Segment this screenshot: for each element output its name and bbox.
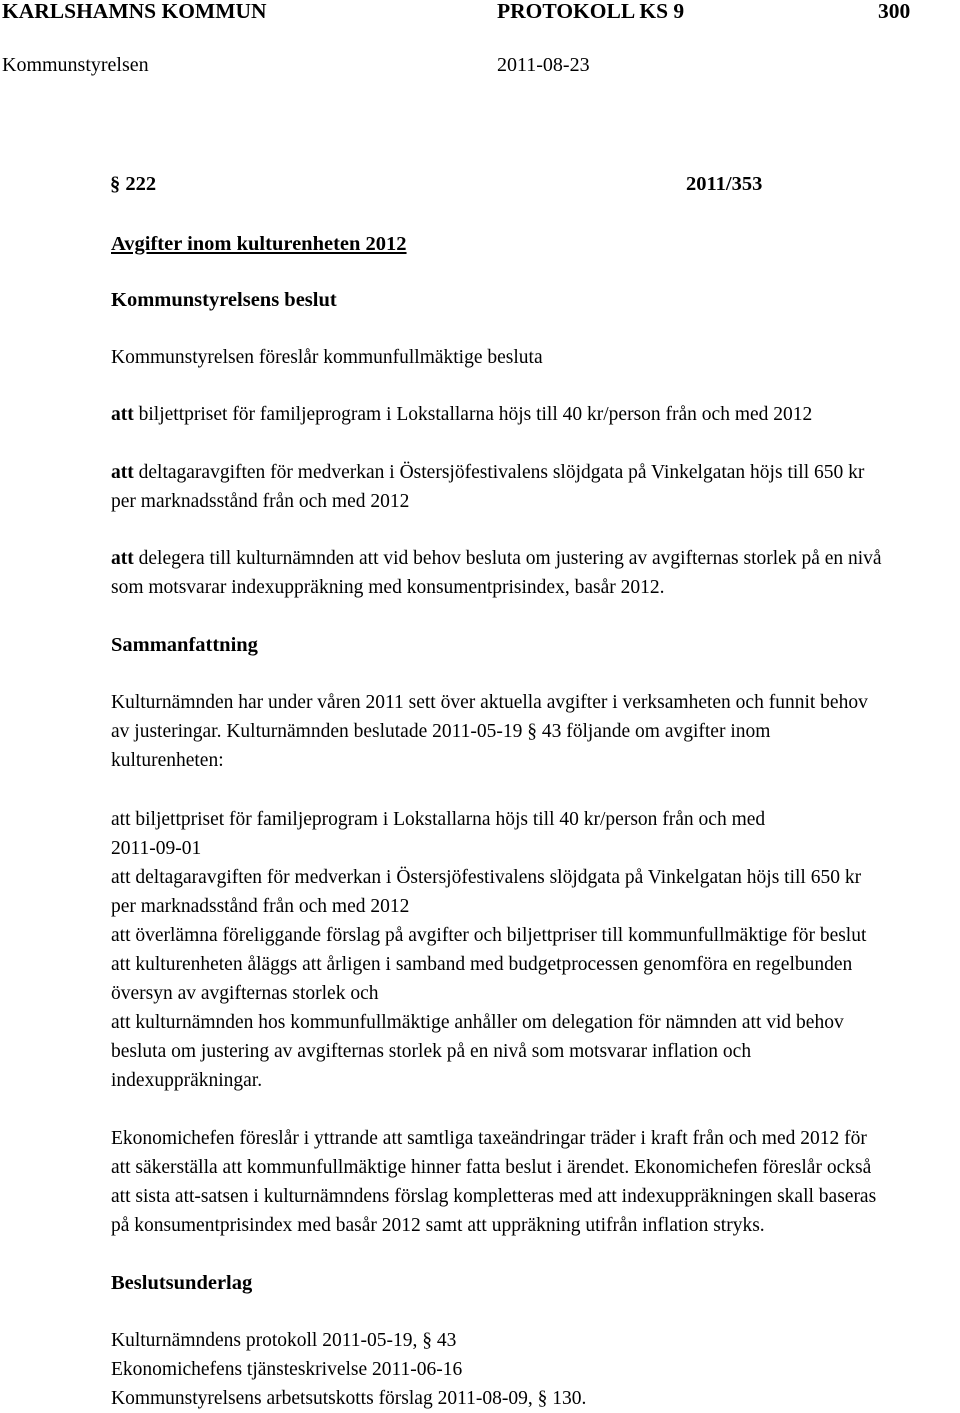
list-line: indexuppräkningar. (111, 1070, 263, 1091)
summary-paragraph-line: kulturenheten: (111, 750, 224, 771)
decision-item-2-cont: per marknadsstånd från och med 2012 (111, 491, 410, 512)
decision-item-2: att deltagaravgiften för medverkan i Östersjöfestivalens slöjdgata på Vinkelgatan höjs till 650 kr (111, 462, 865, 483)
municipality-name: KARLSHAMNS KOMMUN (2, 0, 267, 23)
summary-paragraph-line: av justeringar. Kulturnämnden beslutade 2011-05-19 § 43 följande om avgifter inom (111, 721, 771, 742)
paragraph-number-value: 222 (125, 173, 157, 195)
paragraph-number (110, 170, 156, 199)
list-line: att biljettpriset för familjeprogram i Lokstallarna höjs till 40 kr/person från och med (111, 809, 766, 830)
case-number: 2011/353 (686, 173, 763, 195)
att-keyword: att (111, 462, 134, 483)
decision-item-3: att delegera till kulturnämnden att vid behov besluta om justering av avgifternas storlek på en nivå (111, 548, 882, 569)
econ-line: att sista att-satsen i kulturnämndens förslag kompletteras med att indexuppräkningen skall baseras (111, 1186, 877, 1207)
protocol-label: PROTOKOLL KS 9 (497, 0, 685, 23)
summary-heading: Sammanfattning (111, 634, 258, 656)
list-line: 2011-09-01 (111, 838, 202, 859)
basis-heading: Beslutsunderlag (111, 1272, 253, 1294)
body-name: Kommunstyrelsen (2, 54, 149, 76)
list-line: att överlämna föreliggande förslag på avgifter och biljettpriser till kommunfullmäktige för beslut (111, 925, 867, 946)
econ-line: Ekonomichefen föreslår i yttrande att samtliga taxeändringar träder i kraft från och med 2012 för (111, 1128, 867, 1149)
paragraph-sign: § (537, 1388, 548, 1409)
decision-item-3-cont: som motsvarar indexuppräkning med konsumentprisindex, basår 2012. (111, 577, 665, 598)
list-line: besluta om justering av avgifternas storlek på en nivå som motsvarar inflation och (111, 1041, 752, 1062)
paragraph-sign: § (527, 721, 538, 742)
case-title: Avgifter inom kulturenheten 2012 (111, 233, 407, 255)
summary-paragraph-line: Kulturnämnden har under våren 2011 sett över aktuella avgifter i verksamheten och funnit behov (111, 692, 868, 713)
list-line: att kulturnämnden hos kommunfullmäktige anhåller om delegation för nämnden att vid behov (111, 1012, 844, 1033)
list-line: översyn av avgifternas storlek och (111, 983, 379, 1004)
list-line: att kulturenheten åläggs att årligen i samband med budgetprocessen genomföra en regelbunden (111, 954, 853, 975)
att-keyword: att (111, 404, 134, 425)
basis-item: Ekonomichefens tjänsteskrivelse 2011-06-16 (111, 1359, 463, 1380)
econ-line: på konsumentprisindex med basår 2012 samt att uppräkning utifrån inflation stryks. (111, 1215, 765, 1236)
paragraph-sign: § (110, 173, 121, 195)
list-line: att deltagaravgiften för medverkan i Östersjöfestivalens slöjdgata på Vinkelgatan höjs till 650 kr (111, 867, 862, 888)
econ-line: att säkerställa att kommunfullmäktige hinner fatta beslut i ärendet. Ekonomichefen föreslår också (111, 1157, 872, 1178)
decision-item-1: att biljettpriset för familjeprogram i Lokstallarna höjs till 40 kr/person från och med 2012 (111, 404, 813, 425)
basis-item: Kulturnämndens protokoll 2011-05-19, § 43 (111, 1330, 457, 1351)
decision-intro: Kommunstyrelsen föreslår kommunfullmäktige besluta (111, 347, 543, 368)
decision-heading: Kommunstyrelsens beslut (111, 289, 337, 311)
page-number: 300 (878, 0, 911, 23)
list-line: per marknadsstånd från och med 2012 (111, 896, 410, 917)
meeting-date: 2011-08-23 (497, 54, 590, 76)
paragraph-sign: § (422, 1330, 432, 1351)
att-keyword: att (111, 548, 134, 569)
basis-item: Kommunstyrelsens arbetsutskotts förslag 2011-08-09, § 130. (111, 1388, 587, 1409)
